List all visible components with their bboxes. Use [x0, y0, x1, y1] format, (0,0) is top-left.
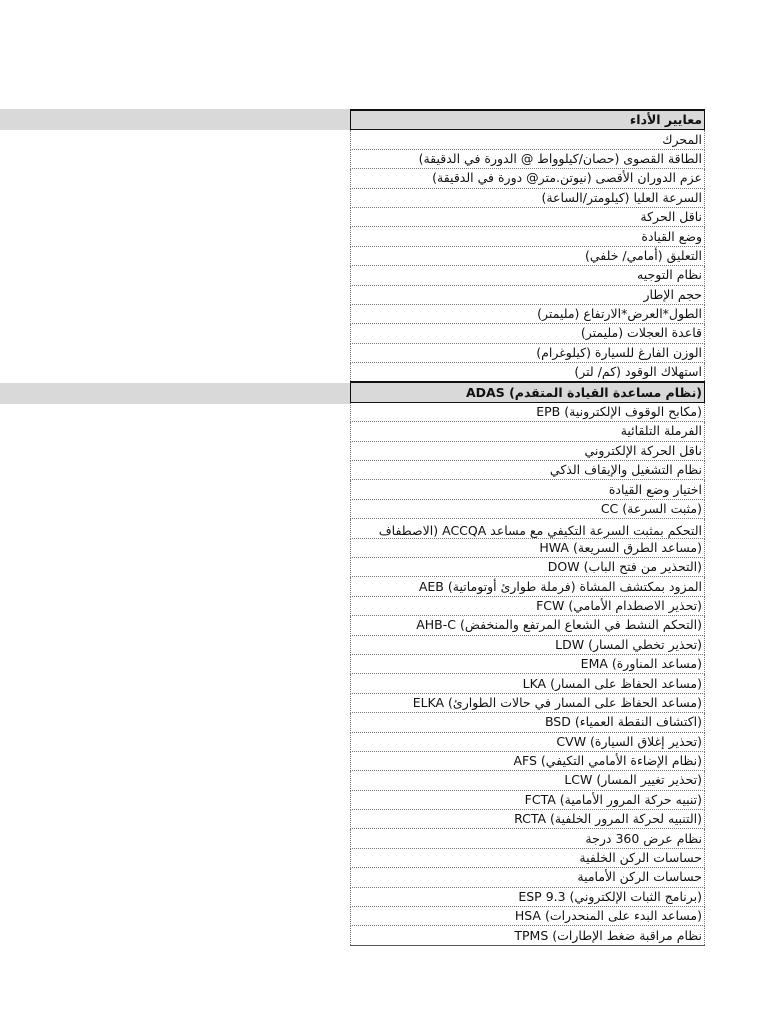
spec-cell[interactable]: قاعدة العجلات (مليمتر)	[351, 324, 705, 343]
spec-cell[interactable]: الطاقة القصوى (حصان/كيلوواط @ الدورة في الدقيقة)	[351, 149, 705, 168]
spec-row	[351, 480, 705, 499]
spec-row	[351, 810, 705, 829]
spec-row	[351, 907, 705, 926]
spec-cell[interactable]: (تحذير إغلاق السيارة) CVW	[351, 732, 705, 751]
spec-cell[interactable]: الوزن الفارغ للسيارة (كيلوغرام)	[351, 343, 705, 362]
spec-cell[interactable]: المحرك	[351, 130, 705, 149]
spec-cell[interactable]: (مساعد الحفاظ على المسار في حالات الطوارئ) ELKA	[351, 693, 705, 712]
section-header-row	[351, 110, 705, 130]
spec-row	[351, 343, 705, 362]
spec-row	[351, 577, 705, 596]
spec-row	[351, 771, 705, 790]
section-title[interactable]: معايير الأداء	[351, 110, 705, 130]
spec-row	[351, 557, 705, 576]
spec-row	[351, 461, 705, 480]
spec-row	[351, 829, 705, 848]
spec-row	[351, 926, 705, 945]
header-band-performance	[0, 109, 350, 130]
spec-cell[interactable]: نظام عرض 360 درجة	[351, 829, 705, 848]
spec-cell[interactable]: استهلاك الوقود (كم/ لتر)	[351, 363, 705, 383]
spec-cell[interactable]: (التنبيه لحركة المرور الخلفية) RCTA	[351, 810, 705, 829]
spec-sheet-table	[350, 109, 705, 946]
spec-cell[interactable]: (مساعد المناورة) EMA	[351, 654, 705, 673]
spec-cell[interactable]: الفرملة التلقائية	[351, 422, 705, 441]
spec-row	[351, 422, 705, 441]
spec-row	[351, 848, 705, 867]
spec-cell[interactable]: (تحذير الاصطدام الأمامي) FCW	[351, 596, 705, 615]
spec-row	[351, 868, 705, 887]
spec-cell[interactable]: المزود بمكتشف المشاة (فرملة طوارئ أوتوماتية) AEB	[351, 577, 705, 596]
spec-row	[351, 751, 705, 770]
spec-row	[351, 441, 705, 460]
spec-row	[351, 635, 705, 654]
spec-cell[interactable]: (مثبت السرعة) CC	[351, 499, 705, 518]
spec-row	[351, 713, 705, 732]
spec-cell[interactable]: (اكتشاف النقطة العمياء) BSD	[351, 713, 705, 732]
spec-row	[351, 149, 705, 168]
spec-row	[351, 790, 705, 809]
spec-cell[interactable]: ناقل الحركة الإلكتروني	[351, 441, 705, 460]
spec-cell[interactable]: (نظام الإضاءة الأمامي التكيفي) AFS	[351, 751, 705, 770]
spec-cell-text: التحكم بمثبت السرعة التكيفي مع مساعد ACCQA (الاصطفاف	[378, 522, 702, 538]
spec-cell[interactable]	[351, 519, 705, 538]
spec-row	[351, 519, 705, 538]
spec-cell[interactable]: نظام مراقبة ضغط الإطارات) TPMS	[351, 926, 705, 945]
spec-cell[interactable]: عزم الدوران الأقصى (نيوتن.متر@ دورة في الدقيقة)	[351, 169, 705, 188]
spec-cell[interactable]: السرعة العليا (كيلومتر/الساعة)	[351, 188, 705, 207]
spec-row	[351, 674, 705, 693]
spec-cell[interactable]: ناقل الحركة	[351, 207, 705, 226]
section-title[interactable]: (نظام مساعدة القيادة المتقدم) ADAS	[351, 382, 705, 402]
spec-cell[interactable]: (برنامج الثبات الإلكتروني) ESP 9.3	[351, 887, 705, 906]
spec-row	[351, 130, 705, 149]
spec-row	[351, 402, 705, 421]
spec-row	[351, 499, 705, 518]
spec-row	[351, 227, 705, 246]
spec-row	[351, 266, 705, 285]
spec-row	[351, 169, 705, 188]
spec-cell[interactable]: التعليق (أمامي/ خلفي)	[351, 246, 705, 265]
spec-cell[interactable]: حجم الإطار	[351, 285, 705, 304]
spec-row	[351, 616, 705, 635]
spec-cell[interactable]: اختيار وضع القيادة	[351, 480, 705, 499]
spec-row	[351, 693, 705, 712]
spec-row	[351, 654, 705, 673]
spec-cell[interactable]: وضع القيادة	[351, 227, 705, 246]
spec-cell[interactable]: الطول*العرض*الارتفاع (مليمتر)	[351, 304, 705, 323]
spec-row	[351, 207, 705, 226]
spec-cell[interactable]: نظام التشغيل والإيقاف الذكي	[351, 461, 705, 480]
header-band-adas	[0, 383, 350, 404]
spec-cell[interactable]: (تحذير تخطي المسار) LDW	[351, 635, 705, 654]
spec-row	[351, 538, 705, 557]
spec-row	[351, 285, 705, 304]
spec-cell[interactable]: (التحكم النشط في الشعاع المرتفع والمنخفض) AHB-C	[351, 616, 705, 635]
spec-row	[351, 596, 705, 615]
section-header-row	[351, 382, 705, 402]
spec-row	[351, 363, 705, 383]
spec-cell[interactable]: (تنبيه حركة المرور الأمامية) FCTA	[351, 790, 705, 809]
spec-row	[351, 304, 705, 323]
spec-cell[interactable]: حساسات الركن الأمامية	[351, 868, 705, 887]
spec-cell[interactable]: (مساعد الحفاظ على المسار) LKA	[351, 674, 705, 693]
spec-cell[interactable]: (تحذير تغيير المسار) LCW	[351, 771, 705, 790]
spec-cell[interactable]: (التحذير من فتح الباب) DOW	[351, 557, 705, 576]
spec-cell[interactable]: حساسات الركن الخلفية	[351, 848, 705, 867]
spec-cell[interactable]: (مساعد الطرق السريعة) HWA	[351, 538, 705, 557]
spec-cell[interactable]: (مساعد البدء على المنحدرات) HSA	[351, 907, 705, 926]
spec-cell[interactable]: (مكابح الوقوف الإلكترونية) EPB	[351, 402, 705, 421]
spec-cell[interactable]: نظام التوجيه	[351, 266, 705, 285]
spec-row	[351, 732, 705, 751]
spec-row	[351, 188, 705, 207]
spec-row	[351, 246, 705, 265]
spec-row	[351, 887, 705, 906]
spec-row	[351, 324, 705, 343]
